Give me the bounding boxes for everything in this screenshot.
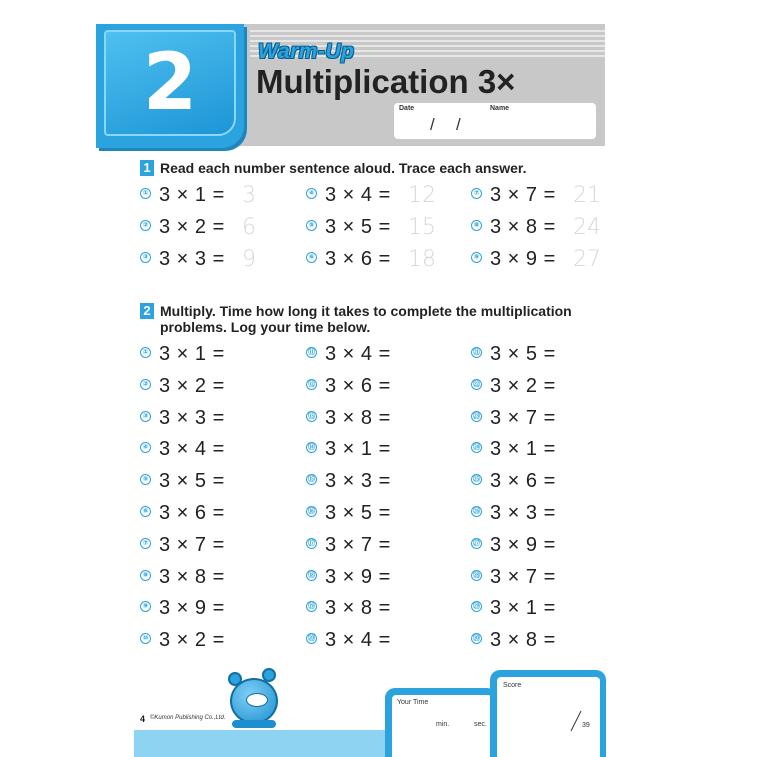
problem-expression: 3 × 4 = <box>159 438 225 461</box>
problem-expression: 3 × 1 = <box>159 343 225 365</box>
problem-expression: 3 × 1 = <box>490 597 556 620</box>
answer-blank[interactable] <box>406 566 456 588</box>
problem-expression: 3 × 9 = <box>159 597 225 620</box>
problem-number-icon: ㉙ <box>473 603 480 611</box>
problem-expression: 3 × 3 = <box>325 470 391 493</box>
answer-blank[interactable] <box>240 566 290 588</box>
problem-expression: 3 × 4 = <box>325 629 391 652</box>
copyright: ©Kumon Publishing Co.,Ltd. <box>150 715 226 721</box>
traced-answer: 9 <box>242 247 256 272</box>
page-number: 4 <box>140 714 146 724</box>
problem-number-icon: ⑲ <box>308 603 315 611</box>
section-1-instruction: Read each number sentence aloud. Trace each answer. <box>160 160 527 176</box>
problem-number-icon: ③ <box>140 252 151 263</box>
answer-blank[interactable] <box>240 407 290 429</box>
problem-number-icon: ㉔ <box>473 444 480 452</box>
problem-number-icon: ⑦ <box>471 188 482 199</box>
problem-number-icon: ⑭ <box>308 444 315 452</box>
problem-number-icon: ⑯ <box>308 508 315 515</box>
problem-number-icon: ① <box>140 347 151 358</box>
problem-number-icon: ④ <box>306 188 317 199</box>
problem-number-icon: ⑰ <box>308 539 315 547</box>
problem-expression: 3 × 7 = <box>490 184 556 206</box>
problem-expression: 3 × 5 = <box>325 502 391 524</box>
name-label: Name <box>490 105 510 112</box>
problem-expression: 3 × 2 = <box>159 216 225 238</box>
answer-blank[interactable] <box>240 502 290 524</box>
problem-expression: 3 × 5 = <box>490 343 556 365</box>
warmup-label: Warm-Up <box>258 40 355 63</box>
min-label: min. <box>436 721 450 728</box>
problem-number-icon: ⑧ <box>471 220 482 231</box>
problem-number-icon: ⑥ <box>140 506 151 517</box>
unit-number: 2 <box>142 38 198 128</box>
problem-number-icon: ㉚ <box>473 635 480 643</box>
problem-expression: 3 × 1 = <box>490 438 556 461</box>
unit-number-panel <box>104 30 236 136</box>
answer-blank[interactable] <box>240 343 290 365</box>
problem-expression: 3 × 8 = <box>325 406 391 429</box>
traced-answer: 15 <box>408 215 436 240</box>
section-2-instruction-line-1: Multiply. Time how long it takes to complete the multiplication <box>160 303 572 319</box>
problem-number-icon: ⑳ <box>308 635 315 643</box>
problem-expression: 3 × 7 = <box>325 533 391 556</box>
traced-answer: 27 <box>573 247 601 272</box>
sec-label: sec. <box>474 721 487 728</box>
answer-blank[interactable] <box>571 375 621 397</box>
problem-expression: 3 × 6 = <box>325 248 391 270</box>
problem-number-icon: ④ <box>140 442 151 453</box>
answer-blank[interactable] <box>571 597 621 619</box>
answer-blank[interactable] <box>406 629 456 651</box>
problem-number-icon: ⑮ <box>308 476 315 484</box>
date-label: Date <box>399 105 415 112</box>
problem-expression: 3 × 5 = <box>325 216 391 238</box>
problem-expression: 3 × 2 = <box>159 629 225 652</box>
answer-blank[interactable] <box>240 629 290 651</box>
problem-number-icon: ㉖ <box>473 508 480 515</box>
mascot-feet <box>232 720 276 728</box>
problem-expression: 3 × 9 = <box>490 248 556 270</box>
problem-number-icon: ㉑ <box>473 349 480 356</box>
score-box <box>497 677 600 757</box>
problem-number-icon: ⑨ <box>471 252 482 263</box>
problem-expression: 3 × 4 = <box>325 343 391 365</box>
problem-number-icon: ② <box>140 220 151 231</box>
answer-blank[interactable] <box>240 438 290 460</box>
problem-expression: 3 × 7 = <box>490 565 556 588</box>
traced-answer: 24 <box>573 215 601 240</box>
problem-expression: 3 × 3 = <box>490 502 556 524</box>
problem-expression: 3 × 6 = <box>490 470 556 493</box>
problem-expression: 3 × 8 = <box>159 565 225 588</box>
problem-number-icon: ⑦ <box>140 538 151 549</box>
problem-number-icon: ⑤ <box>306 220 317 231</box>
problem-expression: 3 × 4 = <box>325 184 391 206</box>
problem-expression: 3 × 8 = <box>490 216 556 238</box>
answer-blank[interactable] <box>406 375 456 397</box>
problem-expression: 3 × 3 = <box>159 406 225 429</box>
problem-number-icon: ⑬ <box>308 412 315 420</box>
section-1-badge: 1 <box>140 160 154 176</box>
traced-answer: 12 <box>408 183 436 208</box>
answer-blank[interactable] <box>406 470 456 492</box>
problem-expression: 3 × 8 = <box>325 597 391 620</box>
problem-expression: 3 × 6 = <box>325 374 391 397</box>
problem-expression: 3 × 9 = <box>325 565 391 588</box>
problem-number-icon: ⑤ <box>140 474 151 485</box>
problem-number-icon: ⑫ <box>308 380 315 388</box>
problem-number-icon: ㉘ <box>473 571 480 579</box>
problem-expression: 3 × 2 = <box>490 374 556 397</box>
problem-expression: 3 × 1 = <box>159 184 225 206</box>
problem-number-icon: ㉗ <box>473 539 480 547</box>
answer-blank[interactable] <box>240 597 290 619</box>
answer-blank[interactable] <box>571 502 621 524</box>
answer-blank[interactable] <box>406 407 456 429</box>
traced-answer: 18 <box>408 247 436 272</box>
answer-blank[interactable] <box>406 502 456 524</box>
answer-blank[interactable] <box>571 407 621 429</box>
score-label: Score <box>503 682 522 689</box>
answer-blank[interactable] <box>571 343 621 365</box>
answer-blank[interactable] <box>406 438 456 460</box>
problem-number-icon: ⑪ <box>308 349 315 356</box>
your-time-label: Your Time <box>397 699 429 706</box>
answer-blank[interactable] <box>571 438 621 460</box>
traced-answer: 21 <box>573 183 601 208</box>
answer-blank[interactable] <box>240 470 290 492</box>
problem-expression: 3 × 2 = <box>159 374 225 397</box>
problem-expression: 3 × 7 = <box>159 533 225 556</box>
answer-blank[interactable] <box>406 343 456 365</box>
problem-expression: 3 × 6 = <box>159 502 225 524</box>
score-slash-icon <box>570 710 582 732</box>
answer-blank[interactable] <box>240 534 290 556</box>
section-2-instruction-line-2: problems. Log your time below. <box>160 319 371 335</box>
problem-number-icon: ⑧ <box>140 570 151 581</box>
score-total: 39 <box>582 722 590 729</box>
answer-blank[interactable] <box>406 534 456 556</box>
problem-number-icon: ⑩ <box>140 633 151 644</box>
problem-number-icon: ⑱ <box>308 571 315 579</box>
problem-number-icon: ⑨ <box>140 601 151 612</box>
answer-blank[interactable] <box>240 375 290 397</box>
problem-expression: 3 × 3 = <box>159 248 225 270</box>
problem-number-icon: ㉓ <box>473 412 480 420</box>
problem-number-icon: ㉒ <box>473 380 480 388</box>
answer-blank[interactable] <box>571 470 621 492</box>
traced-answer: 3 <box>242 183 256 208</box>
date-name-box <box>394 103 596 139</box>
date-slash-1: / <box>430 115 435 134</box>
answer-blank[interactable] <box>571 629 621 651</box>
problem-number-icon: ② <box>140 379 151 390</box>
answer-blank[interactable] <box>571 534 621 556</box>
traced-answer: 6 <box>242 215 256 240</box>
mascot-face <box>246 693 268 707</box>
problem-number-icon: ㉕ <box>473 476 480 484</box>
answer-blank[interactable] <box>571 566 621 588</box>
problem-number-icon: ① <box>140 188 151 199</box>
problem-number-icon: ⑥ <box>306 252 317 263</box>
problem-number-icon: ③ <box>140 411 151 422</box>
problem-expression: 3 × 1 = <box>325 438 391 461</box>
date-slash-2: / <box>456 115 461 134</box>
answer-blank[interactable] <box>406 597 456 619</box>
section-2-badge: 2 <box>140 303 154 319</box>
problem-expression: 3 × 7 = <box>490 406 556 429</box>
page-title: Multiplication 3× <box>256 63 516 100</box>
problem-expression: 3 × 9 = <box>490 533 556 556</box>
problem-expression: 3 × 5 = <box>159 470 225 493</box>
problem-expression: 3 × 8 = <box>490 629 556 652</box>
